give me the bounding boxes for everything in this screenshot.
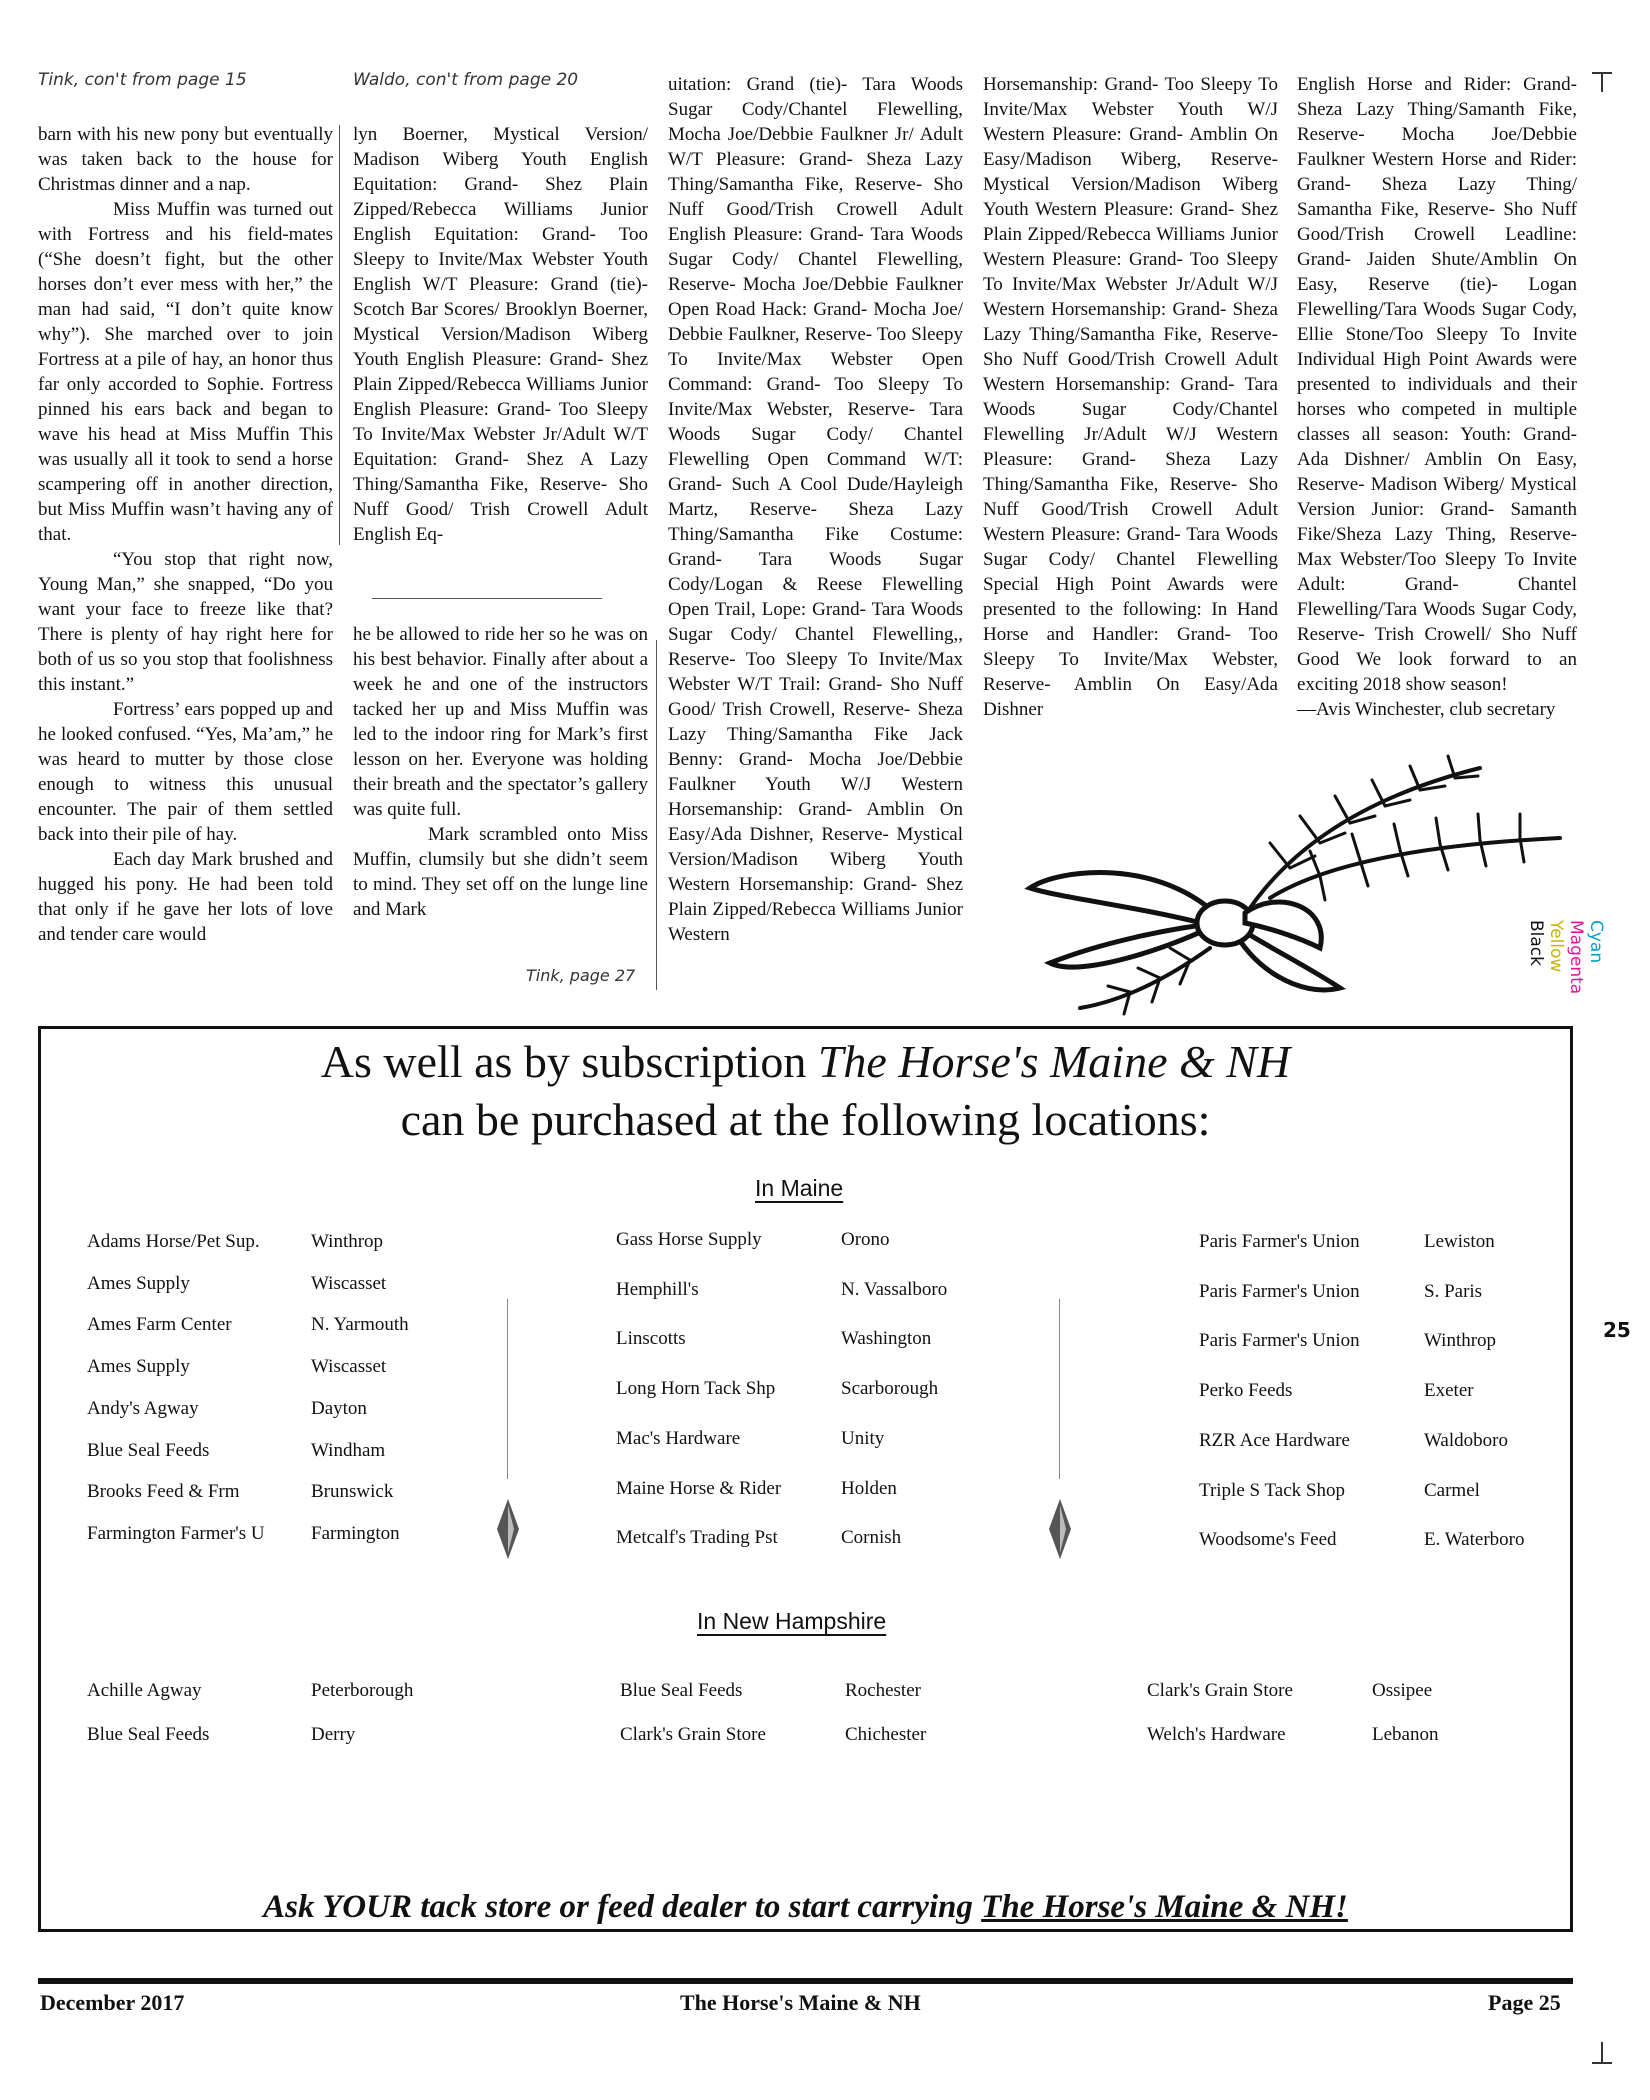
store-name: Blue Seal Feeds: [87, 1439, 210, 1461]
paragraph: Each day Mark brushed and hugged his pony. He had been told that only if he gave her lots of love and tender care would: [38, 849, 333, 945]
magenta-label: Magenta: [1566, 920, 1586, 995]
paragraph: he be allowed to ride her so he was on his best behavior. Finally after about a week he and one of the instructors tacked her up and Miss Muffin was led to the indoor ring for Mark’s first lesson on her. Everyone was holding their breath and the spectator’s gallery was quite full.: [353, 624, 648, 820]
store-name: Triple S Tack Shop: [1199, 1479, 1345, 1501]
continuation-header-tink: Tink, con't from page 15: [38, 70, 247, 90]
crop-mark: [1601, 72, 1603, 92]
column-divider: [339, 125, 340, 545]
article-column-4: [983, 72, 1278, 722]
diamond-ornament: [497, 1499, 519, 1559]
store-name: Hemphill's: [616, 1278, 699, 1300]
store-name: Andy's Agway: [87, 1397, 199, 1419]
store-town: Chichester: [845, 1724, 927, 1745]
publication-name: The Horse's Maine & NH!: [981, 1889, 1348, 1925]
store-town: Scarborough: [841, 1378, 939, 1400]
in-new-hampshire-heading: In New Hampshire: [697, 1608, 887, 1634]
paragraph: Horsemanship: Grand- Too Sleepy To Invite/Max Webster Youth W/J Western Pleasure: Grand- Amblin On Easy/Madison Wiberg, Reserve- Mystical Version/Madison Wiberg Youth Western Pleasure: Grand- Shez Plain Zipped/Rebecca Williams Junior Western Pleasure: Grand- Too Sleepy To Invite/Max Webster Jr/Adult W/J Western Horsemanship: Grand- Sheza Lazy Thing/Samantha Fike, Reserve- Sho Nuff Good/Trish Crowell Adult Western Horsemanship: Grand- Tara Woods Sugar Cody/Chantel Flewelling Jr/Adult W/J Western Pleasure: Grand- Sheza Lazy Thing/Samantha Fike, Reserve- Sho Nuff Good/Trish Crowell Adult Western Pleasure: Grand- Tara Woods Sugar Cody/ Chantel Flewelling Special High Point Awards were presented to the following: In Hand Horse and Handler: Grand- Too Sleepy To Invite/Max Webster, Reserve- Amblin On Easy/Ada Dishner: [983, 74, 1278, 720]
paragraph: “You stop that right now, Young Man,” she snapped, “Do you want your face to freeze like that? There is plenty of hay right here for both of us so you stop that foolishness this instant.”: [38, 549, 333, 695]
store-town: Windham: [311, 1439, 386, 1461]
list-divider: [1059, 1299, 1060, 1479]
store-town: Derry: [311, 1724, 356, 1745]
pine-bough-illustration: [1020, 748, 1580, 1018]
store-name: RZR Ace Hardware: [1199, 1429, 1350, 1451]
box-title-line-1: [41, 1033, 1570, 1091]
store-town: Ossipee: [1372, 1680, 1433, 1701]
article-column-2-continued: [353, 622, 648, 922]
store-town: E. Waterboro: [1424, 1529, 1525, 1551]
paragraph: Mark scrambled onto Miss Muffin, clumsily but she didn’t seem to mind. They set off on the lunge line and Mark: [353, 824, 648, 920]
store-town: Farmington: [311, 1522, 400, 1544]
store-town: S. Paris: [1424, 1280, 1483, 1302]
store-town: Holden: [841, 1477, 897, 1499]
store-name: Perko Feeds: [1199, 1380, 1293, 1402]
column-divider: [656, 640, 657, 990]
store-name: Maine Horse & Rider: [616, 1477, 782, 1499]
store-town: Unity: [841, 1427, 885, 1449]
store-town: Winthrop: [311, 1231, 384, 1252]
store-name: Adams Horse/Pet Sup.: [87, 1231, 260, 1252]
store-name: Blue Seal Feeds: [620, 1680, 743, 1701]
store-name: Achille Agway: [87, 1680, 202, 1701]
paragraph: barn with his new pony but eventually was taken back to the house for Christmas dinner and a nap.: [38, 124, 333, 195]
store-name: Linscotts: [616, 1328, 686, 1350]
footer-date: December 2017: [40, 1990, 185, 2015]
store-name: Paris Farmer's Union: [1199, 1280, 1360, 1302]
store-name: Clark's Grain Store: [1147, 1680, 1293, 1701]
store-town: Peterborough: [311, 1680, 414, 1701]
store-name: Paris Farmer's Union: [1199, 1330, 1360, 1352]
side-page-number: 25: [1603, 1318, 1631, 1342]
store-town: Lewiston: [1424, 1231, 1495, 1252]
store-name: Metcalf's Trading Pst: [616, 1527, 778, 1549]
paragraph: lyn Boerner, Mystical Version/ Madison Wiberg Youth English Equitation: Grand- Shez Plain Zipped/Rebecca Williams Junior English Equitation: Grand- Too Sleepy to Invite/Max Webster Youth English W/T Pleasure: Grand (tie)- Scotch Bar Scores/ Brooklyn Boerner, Mystical Version/Madison Wiberg Youth English Pleasure: Grand- Shez Plain Zipped/Rebecca Williams Junior English Pleasure: Grand- Too Sleepy To Invite/Max Webster Jr/Adult W/T Equitation: Grand- Shez A Lazy Thing/Samantha Fike, Reserve- Sho Nuff Good/ Trish Crowell Adult English Eq-: [353, 124, 648, 545]
store-town: Wiscasset: [311, 1272, 387, 1294]
store-town: Cornish: [841, 1527, 902, 1549]
store-town: Winthrop: [1424, 1330, 1497, 1352]
article-column-5: [1297, 72, 1577, 722]
store-name: Ames Supply: [87, 1356, 190, 1378]
crop-mark: [1601, 2042, 1603, 2062]
yellow-label: Yellow: [1546, 920, 1566, 973]
store-name: Clark's Grain Store: [620, 1724, 766, 1745]
store-town: Lebanon: [1372, 1724, 1439, 1745]
crop-mark: [1592, 2062, 1612, 2064]
publication-name: The Horse's Maine & NH: [817, 1036, 1291, 1087]
cyan-label: Cyan: [1586, 920, 1606, 964]
store-town: Brunswick: [311, 1481, 394, 1503]
store-town: Rochester: [845, 1680, 921, 1701]
call-to-action: [41, 1889, 1570, 1926]
signature: —Avis Winchester, club secretary: [1297, 699, 1556, 720]
footer-publication: The Horse's Maine & NH: [680, 1990, 921, 2015]
footer-page-number: Page 25: [1488, 1990, 1561, 2015]
article-column-2: [353, 122, 648, 547]
store-name: Ames Supply: [87, 1272, 190, 1294]
continuation-header-waldo: Waldo, con't from page 20: [353, 70, 579, 90]
store-name: Paris Farmer's Union: [1199, 1231, 1360, 1252]
color-registration-labels: [1526, 920, 1606, 994]
store-town: N. Yarmouth: [311, 1314, 409, 1336]
store-name: Welch's Hardware: [1147, 1724, 1286, 1745]
store-town: Dayton: [311, 1397, 367, 1419]
store-town: N. Vassalboro: [841, 1278, 948, 1300]
retail-locations-box: [38, 1026, 1573, 1932]
store-town: Exeter: [1424, 1380, 1474, 1402]
black-label: Black: [1526, 920, 1546, 966]
diamond-ornament: [1049, 1499, 1071, 1559]
store-name: Mac's Hardware: [616, 1427, 741, 1449]
store-name: Woodsome's Feed: [1199, 1529, 1337, 1551]
call-to-action-text: Ask YOUR tack store or feed dealer to start carrying: [263, 1889, 982, 1925]
store-name: Long Horn Tack Shp: [616, 1378, 776, 1400]
store-town: Washington: [841, 1328, 932, 1350]
article-column-3: [668, 72, 963, 947]
store-town: Waldoboro: [1424, 1429, 1508, 1451]
article-separator: [372, 598, 602, 599]
store-name: Farmington Farmer's U: [87, 1522, 265, 1544]
store-name: Ames Farm Center: [87, 1314, 232, 1336]
store-town: Wiscasset: [311, 1356, 387, 1378]
store-name: Gass Horse Supply: [616, 1229, 762, 1250]
store-town: Carmel: [1424, 1479, 1480, 1501]
box-title-text: As well as by subscription: [320, 1036, 818, 1087]
jump-line: Tink, page 27: [526, 966, 636, 985]
in-maine-heading: In Maine: [755, 1175, 844, 1201]
paragraph: Miss Muffin was turned out with Fortress and his field-mates (“She doesn’t fight, but the other horses don’t ever mess with her,” the man had said, “I don’t quite know why”). She marched over to join Fortress at a pile of hay, an honor thus far only accorded to Sophie. Fortress pinned his ears back and began to wave his head at Miss Muffin This was usually all it took to send a horse scampering off in another direction, but Miss Muffin wasn’t having any of that.: [38, 199, 333, 545]
store-name: Brooks Feed & Frm: [87, 1481, 240, 1503]
paragraph: uitation: Grand (tie)- Tara Woods Sugar Cody/Chantel Flewelling, Mocha Joe/Debbie Faulkner Jr/ Adult W/T Pleasure: Grand- Sheza Lazy Thing/Samantha Fike, Reserve- Sho Nuff Good/Trish Crowell Adult English Pleasure: Grand- Tara Woods Sugar Cody/ Chantel Flewelling, Reserve- Mocha Joe/Debbie Faulkner Open Road Hack: Grand- Mocha Joe/ Debbie Faulkner, Reserve- Too Sleepy To Invite/Max Webster Open Command: Grand- Too Sleepy To Invite/Max Webster, Reserve- Tara Woods Sugar Cody/ Chantel Flewelling Open Command W/T: Grand- Such A Cool Dude/Hayleigh Martz, Reserve- Sheza Lazy Thing/Samantha Fike Costume: Grand- Tara Woods Sugar Cody/Logan & Reese Flewelling Open Trail, Lope: Grand- Tara Woods Sugar Cody/ Chantel Flewelling,, Reserve- Too Sleepy To Invite/Max Webster W/T Trail: Grand- Sho Nuff Good/ Trish Crowell, Reserve- Sheza Lazy Thing/Samantha Fike Jack Benny: Grand- Mocha Joe/Debbie Faulkner Youth W/J Western Horsemanship: Grand- Amblin On Easy/Ada Dishner, Reserve- Mystical Version/Madison Wiberg Youth Western Horsemanship: Grand- Shez Plain Zipped/Rebecca Williams Junior Western: [668, 74, 963, 945]
box-title-line-2: can be purchased at the following locations:: [400, 1094, 1211, 1145]
store-name: Blue Seal Feeds: [87, 1724, 210, 1745]
footer-rule: [38, 1978, 1573, 1984]
color-bar: [1526, 920, 1620, 1220]
paragraph: English Horse and Rider: Grand- Sheza Lazy Thing/Samanth Fike, Reserve- Mocha Joe/Debbie Faulkner Western Horse and Rider: Grand- Sheza Lazy Thing/ Samantha Fike, Reserve- Sho Nuff Good/Trish Crowell Leadline: Grand- Jaiden Shute/Amblin On Easy, Reserve (tie)- Logan Flewelling/Tara Woods Sugar Cody, Ellie Stone/Too Sleepy To Invite Individual High Point Awards were presented to individuals and their horses who competed in multiple classes all season: Youth: Grand- Ada Dishner/ Amblin On Easy, Reserve- Madison Wiberg/ Mystical Version Junior: Grand- Samanth Fike/Sheza Lazy Thing, Reserve- Max Webster/Too Sleepy To Invite Adult: Grand- Chantel Flewelling/Tara Woods Sugar Cody, Reserve- Trish Crowell/ Sho Nuff Good We look forward to an exciting 2018 show season!: [1297, 74, 1577, 695]
store-town: Orono: [841, 1229, 890, 1250]
paragraph: Fortress’ ears popped up and he looked confused. “Yes, Ma’am,” he was heard to mutter by those close enough to witness this unusual encounter. The pair of them settled back into their pile of hay.: [38, 699, 333, 845]
list-divider: [507, 1299, 508, 1479]
article-column-1: [38, 122, 333, 947]
